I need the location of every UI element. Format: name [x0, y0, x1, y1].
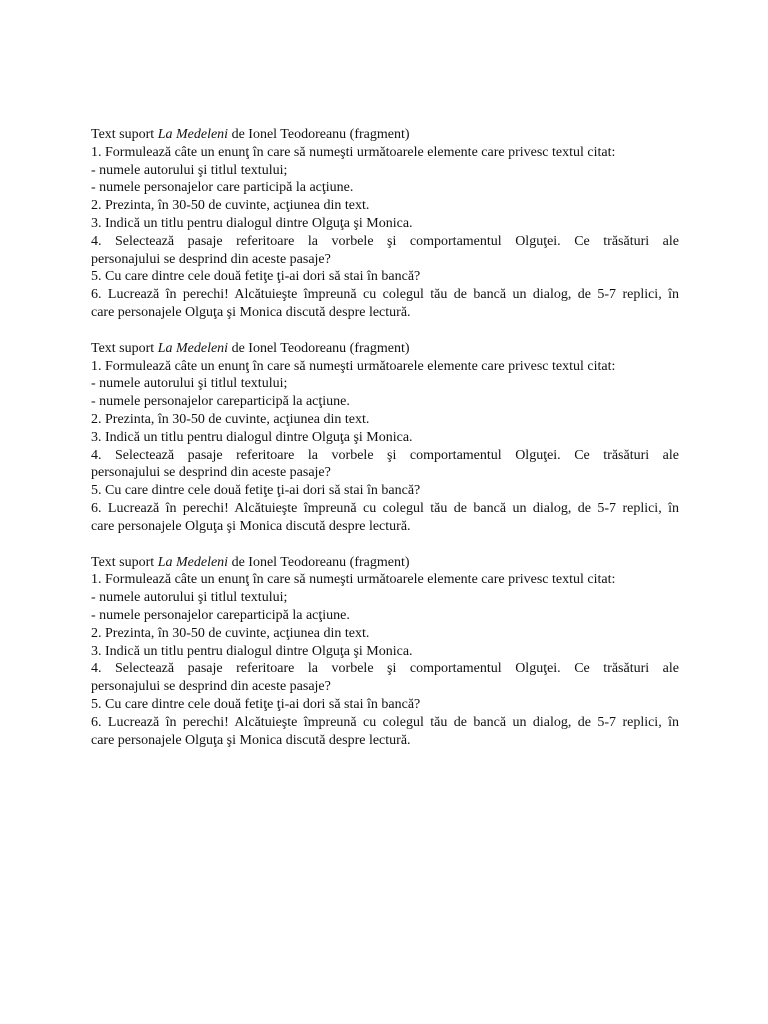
block-title — [91, 340, 679, 358]
title-italic: La Medeleni — [157, 127, 229, 142]
title-prefix: Text suport — [91, 554, 158, 570]
worksheet-block-3 — [91, 554, 679, 750]
question-2: 2. Prezinta, în 30-50 de cuvinte, acţiunea din text. — [91, 198, 370, 214]
question-1-item-b: - numele personajelor careparticipă la acţiune. — [91, 607, 350, 623]
question-4-line-1: 4. Selectează pasaje referitoare la vorbele şi comportamentul Olguţei. Ce trăsături ale — [91, 233, 679, 249]
question-4-line-2: personajului se desprind din aceste pasaje? — [91, 251, 331, 267]
block-title — [91, 126, 679, 144]
question-3: 3. Indică un titlu pentru dialogul dintre Olguţa şi Monica. — [91, 643, 413, 659]
question-4-line-2: personajului se desprind din aceste pasaje? — [91, 679, 331, 695]
question-1-item-b: - numele personajelor care participă la acţiune. — [91, 180, 354, 196]
question-5: 5. Cu care dintre cele două fetiţe ţi-ai dori să stai în bancă? — [91, 696, 421, 712]
question-1-item-a: - numele autorului şi titlul textului; — [91, 162, 288, 178]
question-1-item-a: - numele autorului şi titlul textului; — [91, 590, 288, 606]
title-suffix: de Ionel Teodoreanu (fragment) — [228, 340, 410, 356]
question-6-line-1: 6. Lucrează în perechi! Alcătuieşte împreună cu colegul tău de bancă un dialog, de 5-7 replici, în — [91, 500, 679, 516]
question-5: 5. Cu care dintre cele două fetiţe ţi-ai dori să stai în bancă? — [91, 483, 421, 499]
title-italic: La Medeleni — [157, 554, 229, 570]
question-6-line-1: 6. Lucrează în perechi! Alcătuieşte împreună cu colegul tău de bancă un dialog, de 5-7 replici, în — [91, 714, 679, 730]
question-1: 1. Formulează câte un enunţ în care să numeşti următoarele elemente care privesc textul citat: — [91, 358, 616, 374]
question-1: 1. Formulează câte un enunţ în care să numeşti următoarele elemente care privesc textul citat: — [91, 572, 616, 588]
question-1: 1. Formulează câte un enunţ în care să numeşti următoarele elemente care privesc textul citat: — [91, 144, 616, 160]
title-prefix: Text suport — [91, 127, 158, 142]
question-5: 5. Cu care dintre cele două fetiţe ţi-ai dori să stai în bancă? — [91, 269, 421, 285]
question-3: 3. Indică un titlu pentru dialogul dintre Olguţa şi Monica. — [91, 429, 413, 445]
worksheet-block-2 — [91, 340, 679, 536]
question-1-item-a: - numele autorului şi titlul textului; — [91, 376, 288, 392]
question-6-line-1: 6. Lucrează în perechi! Alcătuieşte împreună cu colegul tău de bancă un dialog, de 5-7 replici, în — [91, 287, 679, 303]
question-4-line-2: personajului se desprind din aceste pasaje? — [91, 465, 331, 481]
question-6-line-2: care personajele Olguţa şi Monica discută despre lectură. — [91, 518, 411, 534]
question-4-line-1: 4. Selectează pasaje referitoare la vorbele şi comportamentul Olguţei. Ce trăsături ale — [91, 447, 679, 463]
question-1-item-b: - numele personajelor careparticipă la acţiune. — [91, 394, 350, 410]
question-3: 3. Indică un titlu pentru dialogul dintre Olguţa şi Monica. — [91, 215, 413, 231]
question-4-line-1: 4. Selectează pasaje referitoare la vorbele şi comportamentul Olguţei. Ce trăsături ale — [91, 661, 679, 677]
document-page — [91, 126, 679, 767]
worksheet-block-1 — [91, 126, 679, 322]
question-2: 2. Prezinta, în 30-50 de cuvinte, acţiunea din text. — [91, 625, 370, 641]
question-6-line-2: care personajele Olguţa şi Monica discută despre lectură. — [91, 732, 411, 748]
block-title — [91, 554, 679, 572]
question-6-line-2: care personajele Olguţa şi Monica discută despre lectură. — [91, 304, 411, 320]
title-prefix: Text suport — [91, 340, 158, 356]
title-suffix: de Ionel Teodoreanu (fragment) — [228, 554, 410, 570]
title-suffix: de Ionel Teodoreanu (fragment) — [228, 127, 410, 142]
title-italic: La Medeleni — [157, 340, 229, 356]
question-2: 2. Prezinta, în 30-50 de cuvinte, acţiunea din text. — [91, 411, 370, 427]
